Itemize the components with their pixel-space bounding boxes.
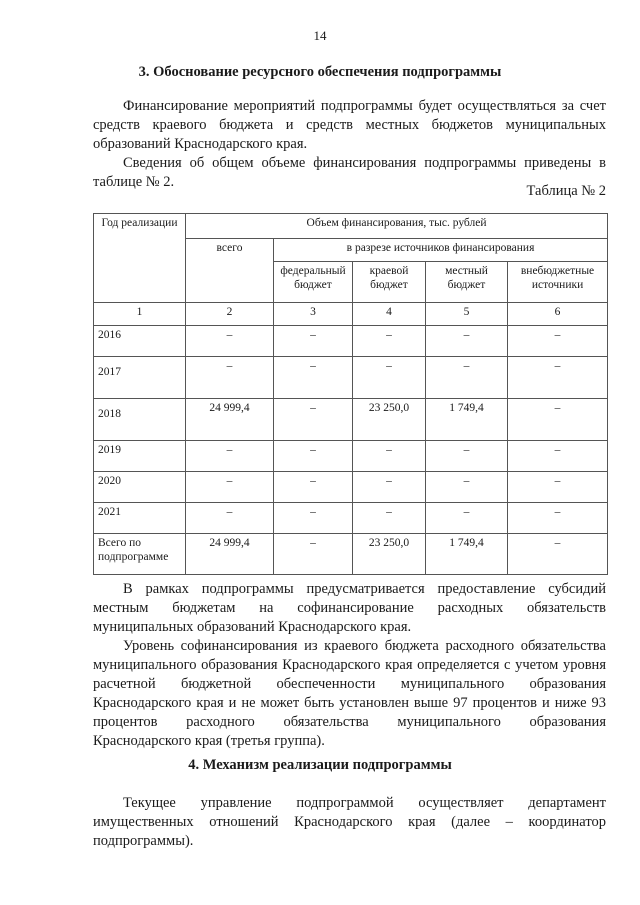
cell-local: 1 749,4 — [426, 534, 508, 575]
table-header-row-1 — [94, 214, 608, 239]
cell-local: – — [426, 357, 508, 399]
cell-extra: – — [508, 441, 608, 472]
header-total: всего — [186, 239, 274, 303]
table-row — [94, 441, 608, 472]
cell-local: – — [426, 441, 508, 472]
table-row — [94, 503, 608, 534]
cell-extra: – — [508, 399, 608, 441]
cell-year: Всего по подпрограмме — [94, 534, 186, 575]
cell-year: 2019 — [94, 441, 186, 472]
section-4-paragraph-1-text: Текущее управление подпрограммой осуществляет департамент имущественных отношений Краснодарского края (далее – координатор подпрограммы). — [93, 795, 606, 849]
cell-federal: – — [274, 472, 353, 503]
cell-regional: – — [353, 326, 426, 357]
cell-extra: – — [508, 472, 608, 503]
cell-local: – — [426, 326, 508, 357]
cell-extra: – — [508, 326, 608, 357]
cell-local: – — [426, 472, 508, 503]
after-table-paragraph-1 — [93, 580, 606, 637]
cell-extra: – — [508, 534, 608, 575]
after-table-paragraph-1-text: В рамках подпрограммы предусматривается предоставление субсидий местным бюджетам на софинансирование расходных обязательств муниципальных образований Краснодарского края. — [93, 581, 606, 635]
table-caption: Таблица № 2 — [526, 183, 606, 199]
cell-extra: – — [508, 503, 608, 534]
section-3-title: 3. Обоснование ресурсного обеспечения подпрограммы — [138, 64, 502, 80]
header-sources: в разрезе источников финансирования — [274, 239, 608, 262]
table-row — [94, 472, 608, 503]
cell-regional: – — [353, 472, 426, 503]
cell-total: 24 999,4 — [186, 399, 274, 441]
cell-total: – — [186, 357, 274, 399]
header-federal: федеральный бюджет — [274, 262, 353, 303]
cell-regional: 23 250,0 — [353, 534, 426, 575]
cell-total: – — [186, 503, 274, 534]
cell-total: – — [186, 472, 274, 503]
cell-local: – — [426, 503, 508, 534]
table-total-row — [94, 534, 608, 575]
section-4-paragraph-1 — [93, 794, 606, 851]
header-local: местный бюджет — [426, 262, 508, 303]
cell-regional: – — [353, 357, 426, 399]
cell-year: 2018 — [94, 399, 186, 441]
cell-regional: – — [353, 441, 426, 472]
col-number: 1 — [94, 303, 186, 326]
cell-total: – — [186, 441, 274, 472]
table-number-row — [94, 303, 608, 326]
cell-year: 2017 — [94, 357, 186, 399]
section-3-paragraph-2-text: Сведения об общем объеме финансирования подпрограммы приведены в таблице № 2. — [93, 155, 606, 190]
cell-total: 24 999,4 — [186, 534, 274, 575]
cell-federal: – — [274, 534, 353, 575]
page-number: 14 — [313, 28, 327, 43]
cell-year: 2020 — [94, 472, 186, 503]
section-3-paragraph-1 — [93, 97, 606, 154]
financing-table — [93, 213, 608, 575]
table-row — [94, 357, 608, 399]
cell-federal: – — [274, 441, 353, 472]
cell-federal: – — [274, 399, 353, 441]
cell-federal: – — [274, 357, 353, 399]
cell-federal: – — [274, 326, 353, 357]
col-number: 3 — [274, 303, 353, 326]
cell-federal: – — [274, 503, 353, 534]
col-number: 5 — [426, 303, 508, 326]
header-volume: Объем финансирования, тыс. рублей — [186, 214, 608, 239]
cell-regional: 23 250,0 — [353, 399, 426, 441]
col-number: 2 — [186, 303, 274, 326]
header-regional: краевой бюджет — [353, 262, 426, 303]
header-year: Год реализации — [94, 214, 186, 303]
section-4-title: 4. Механизм реализации подпрограммы — [188, 757, 452, 773]
table-row — [94, 399, 608, 441]
cell-local: 1 749,4 — [426, 399, 508, 441]
cell-year: 2021 — [94, 503, 186, 534]
col-number: 4 — [353, 303, 426, 326]
cell-year: 2016 — [94, 326, 186, 357]
col-number: 6 — [508, 303, 608, 326]
section-3-paragraph-1-text: Финансирование мероприятий подпрограммы будет осуществляться за счет средств краевого бюджета и средств местных бюджетов муниципальных образований Краснодарского края. — [93, 98, 606, 152]
cell-total: – — [186, 326, 274, 357]
cell-regional: – — [353, 503, 426, 534]
table-row — [94, 326, 608, 357]
header-extra: внебюджетные источники — [508, 262, 608, 303]
cell-extra: – — [508, 357, 608, 399]
after-table-paragraph-2 — [93, 637, 606, 751]
after-table-paragraph-2-text: Уровень софинансирования из краевого бюджета расходного обязательства муниципального образования Краснодарского края определяется с учетом уровня расчетной бюджетной обеспеченности муниципального образования Краснодарского края и не может быть установлен выше 97 процентов и ниже 93 процентов расходного обязательства муниципального образования Краснодарского края (третья группа). — [93, 638, 606, 749]
